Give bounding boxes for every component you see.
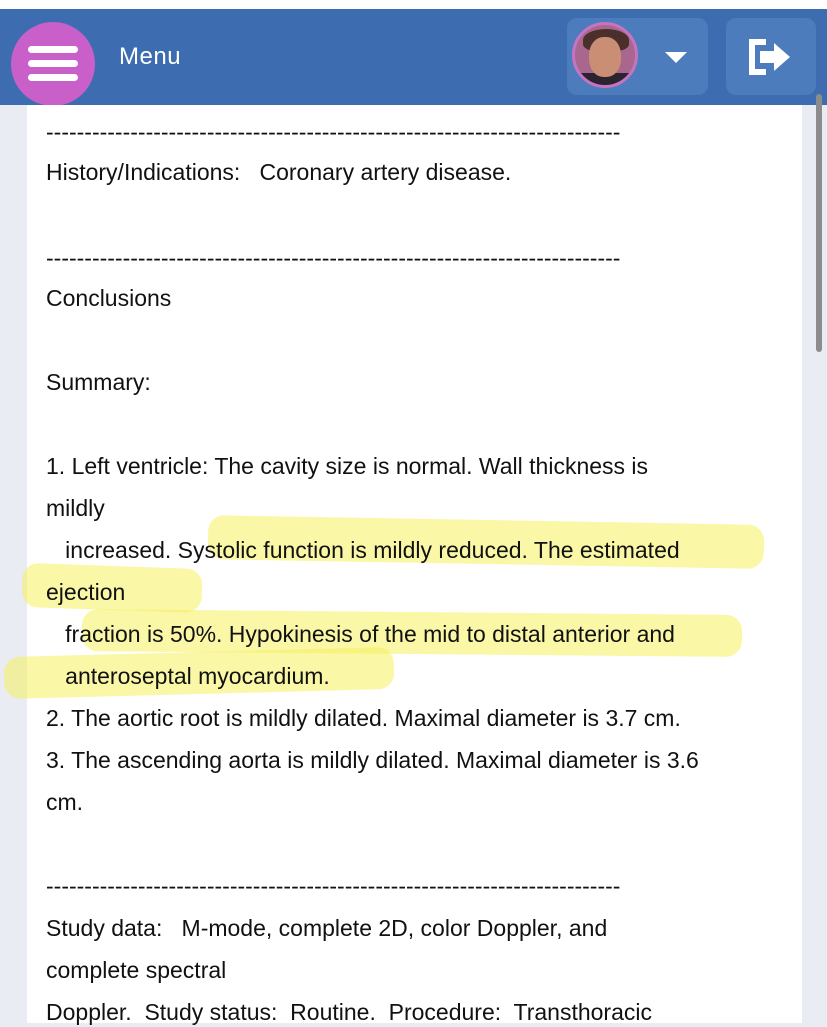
summary-line: ejection: [46, 579, 126, 605]
summary-line: 1. Left ventricle: The cavity size is normal. Wall thickness is: [46, 453, 649, 479]
divider: ---------------------------------------------------------------------------: [46, 873, 621, 899]
scrollbar[interactable]: [816, 94, 822, 352]
status-strip: [0, 0, 827, 9]
app-header: [0, 9, 827, 105]
conclusions-heading: Conclusions: [46, 285, 172, 311]
study-data-line: Study data: M-mode, complete 2D, color Doppler, and: [46, 915, 608, 941]
study-data-line: Doppler. Study status: Routine. Procedure: Transthoracic: [46, 999, 652, 1025]
summary-line: 3. The ascending aorta is mildly dilated. Maximal diameter is 3.6: [46, 747, 699, 773]
history-text: History/Indications: Coronary artery disease.: [46, 159, 512, 185]
summary-line: increased. Systolic function is mildly reduced. The estimated: [46, 537, 680, 563]
divider: ---------------------------------------------------------------------------: [46, 119, 621, 145]
summary-line: mildly: [46, 495, 105, 521]
menu-label[interactable]: Menu: [119, 43, 182, 70]
summary-line: cm.: [46, 789, 84, 815]
caret-down-icon: [665, 52, 687, 63]
summary-line: fraction is 50%. Hypokinesis of the mid to distal anterior and: [46, 621, 675, 647]
logout-button[interactable]: [726, 18, 816, 95]
summary-line: anteroseptal myocardium.: [46, 663, 330, 689]
study-data-line: complete spectral: [46, 957, 227, 983]
summary-heading: Summary:: [46, 369, 151, 395]
avatar: [572, 22, 638, 88]
user-menu-button[interactable]: [567, 18, 708, 95]
divider: ---------------------------------------------------------------------------: [46, 245, 621, 271]
logout-icon: [726, 18, 816, 95]
summary-line: 2. The aortic root is mildly dilated. Maximal diameter is 3.7 cm.: [46, 705, 681, 731]
hamburger-icon[interactable]: [11, 22, 95, 106]
